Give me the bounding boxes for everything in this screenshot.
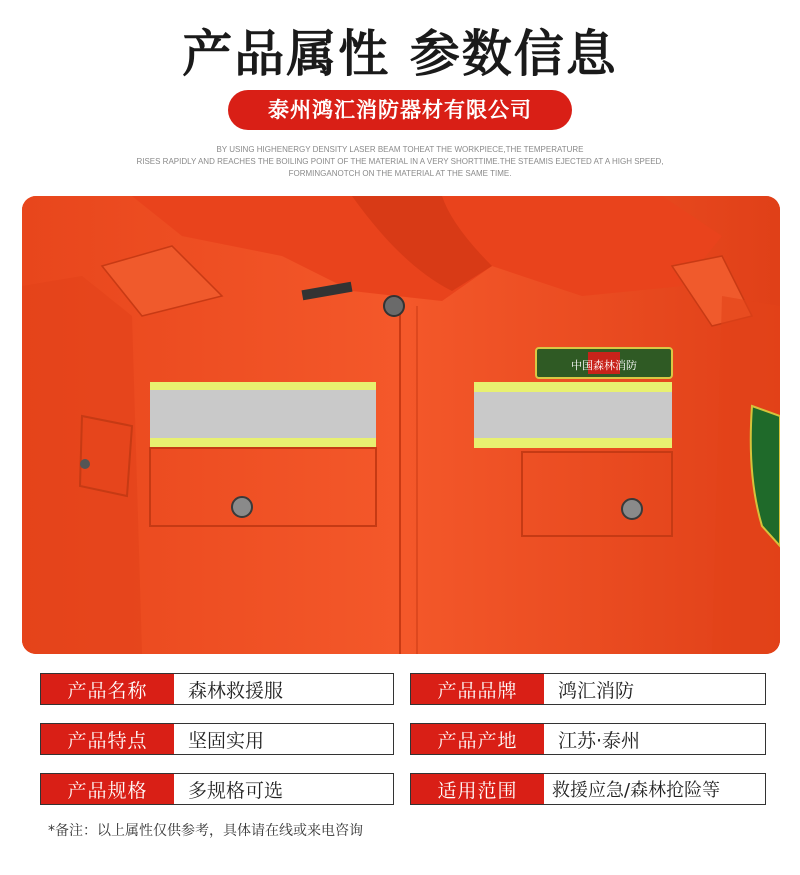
- right-pocket-button: [622, 499, 642, 519]
- attribute-value: 江苏·泰州: [558, 729, 641, 752]
- left-reflective-band: [150, 390, 376, 438]
- attribute-row: [40, 723, 394, 755]
- attribute-label: 产品特点: [41, 724, 174, 754]
- attribute-value: 多规格可选: [188, 779, 284, 802]
- attribute-value: 救援应急/森林抢险等: [552, 780, 721, 801]
- sleeve-pocket-button: [80, 459, 90, 469]
- attribute-label: 适用范围: [411, 774, 544, 804]
- attribute-row: [410, 773, 766, 805]
- attribute-label: 产品品牌: [411, 674, 544, 704]
- blurb-line: BY USING HIGHENERGY DENSITY LASER BEAM TOHEAT THE WORKPIECE,THE TEMPERATURE: [216, 145, 584, 154]
- top-snap-button: [384, 296, 404, 316]
- attribute-row: [40, 673, 394, 705]
- left-band-trim-top: [150, 382, 376, 390]
- footnote: *备注：以上属性仅供参考，具体请在线或来电咨询: [48, 823, 363, 839]
- attribute-value: 坚固实用: [188, 729, 265, 752]
- left-pocket-button: [232, 497, 252, 517]
- attribute-value: 鸿汇消防: [558, 679, 635, 702]
- blurb-line: FORMINGANOTCH ON THE MATERIAL AT THE SAME TIME.: [288, 169, 512, 178]
- attribute-value: 森林救援服: [188, 679, 284, 702]
- attribute-row: [410, 723, 766, 755]
- left-band-trim-bottom: [150, 438, 376, 448]
- attribute-label: 产品产地: [411, 724, 544, 754]
- right-band-trim-top: [474, 382, 672, 392]
- right-reflective-band: [474, 392, 672, 438]
- company-banner: 泰州鸿汇消防器材有限公司: [228, 90, 572, 130]
- attribute-row: [410, 673, 766, 705]
- page-title: 产品属性 参数信息: [182, 25, 618, 83]
- english-blurb: [0, 144, 800, 180]
- attribute-label: 产品规格: [41, 774, 174, 804]
- product-photo: [22, 196, 780, 654]
- blurb-line: RISES RAPIDLY AND REACHES THE BOILING POINT OF THE MATERIAL IN A VERY SHORTTIME.THE STEAMIS EJECTED AT A HIGH SPEED,: [136, 157, 664, 166]
- chest-badge-label: 中国森林消防: [571, 359, 637, 372]
- attribute-row: [40, 773, 394, 805]
- attribute-label: 产品名称: [41, 674, 174, 704]
- right-band-trim-bottom: [474, 438, 672, 448]
